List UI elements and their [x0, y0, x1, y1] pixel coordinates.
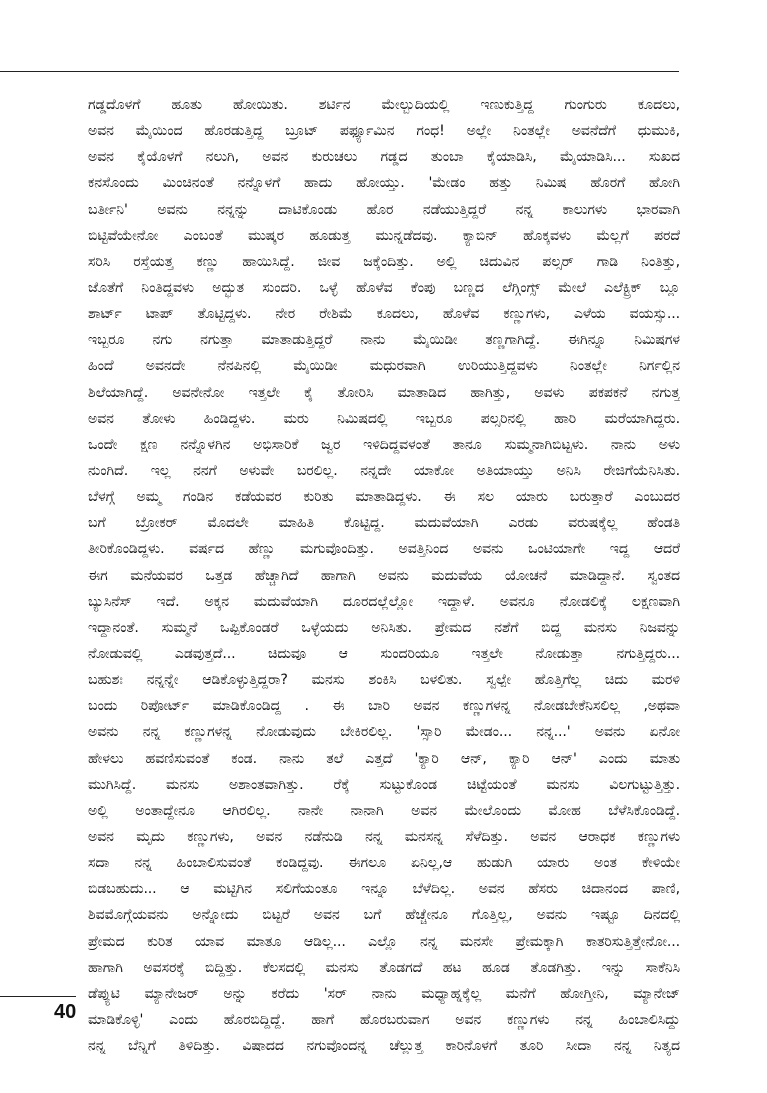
text-line: ಬಿಟ್ಟಿವೆಯೇನೋ ಎಂಬಂತೆ ಮುಷ್ಕರ ಹೂಡುತ್ತ ಮುನ್ನಡೆದವು. ಕ್ಯಾಬಿನ್ ಹೊಕ್ಕವಳು ಮೆಲ್ಲಗೆ ಪರದೆ — [88, 227, 680, 244]
text-line: ಇಬ್ಬರೂ ನಗು ನಗುತ್ತಾ ಮಾತಾಡುತ್ತಿದ್ದರೆ ನಾನು ಮೈಯಿಡೀ ತಣ್ಣಗಾಗಿದ್ದೆ. ಈಗಿನ್ನೂ ನಿಮಿಷಗಳ — [88, 332, 680, 349]
text-line: ಬಹುಶಃ ನನ್ನನ್ನೇ ಆಡಿಕೊಳ್ಳುತ್ತಿದ್ದರಾ? ಮನಸು ಶಂಕಿಸಿ ಬಳಲಿತು. ಸ್ವಲ್ಪೇ ಹೊತ್ತಿಗೆಲ್ಲ ಚಿದು ಮರಳಿ — [88, 672, 680, 689]
text-line: ಪ್ರೇಮದ ಕುರಿತ ಯಾವ ಮಾತೂ ಆಡಿಲ್ಲ... ಎಲ್ಲೊ ನನ್ನ ಮನಸೇ ಪ್ರೇಮಕ್ಕಾಗಿ ಕಾತರಿಸುತ್ತಿತ್ತೇನೋ... — [88, 933, 680, 950]
text-line: ಈಗ ಮನೆಯವರ ಒತ್ತಡ ಹೆಚ್ಚಾಗಿದೆ ಹಾಗಾಗಿ ಅವನು ಮದುವೆಯ ಯೋಚನೆ ಮಾಡಿದ್ದಾನೆ. ಸ್ವಂತದ — [88, 567, 680, 584]
text-line: ಗಡ್ಡದೊಳಗೆ ಹೂತು ಹೋಯಿತು. ಶರ್ಟಿನ ಮೇಲ್ಬುದಿಯಲ್ಲಿ ಇಣುಕುತ್ತಿದ್ದ ಗುಂಗುರು ಕೂದಲು, — [88, 97, 680, 113]
text-line: ಹಿಂದೆ ಅವನದೇ ನೆನಪಿನಲ್ಲಿ ಮೈಯಿಡೀ ಮಧುರವಾಗಿ ಉರಿಯುತ್ತಿದ್ದವಳು ನಿಂತಲ್ಲೇ ನಿರ್ಗಲ್ಲಿನ — [88, 358, 680, 375]
text-line: ಡೆಪ್ಯುಟಿ ಮ್ಯಾನೇಜರ್ ಅನ್ನು ಕರೆದು 'ಸರ್ ನಾನು ಮಧ್ಯಾಹ್ನಕ್ಕೆಲ್ಲ ಮನೆಗೆ ಹೋಗ್ತೀನಿ, ಮ್ಯಾನೇಜ್ — [88, 985, 680, 1002]
text-line: ಮುಗಿಸಿದ್ದೆ. ಮನಸು ಅಶಾಂತವಾಗಿತ್ತು. ರೆಕ್ಕೆ ಸುಟ್ಟುಕೊಂಡ ಚಿಟ್ಟೆಯಂತೆ ಮನಸು ವಿಲಗುಟ್ಟುತ್ತಿತ್ತು. — [88, 776, 680, 793]
text-line: ಹಾಗಾಗಿ ಅವಸರಕ್ಕೆ ಬಿದ್ದಿತ್ತು. ಕೆಲಸದಲ್ಲಿ ಮನಸು ತೊಡಗದೆ ಹಟ ಹೂಡ ತೊಡಗಿತ್ತು. ಇನ್ನು ಸಾಕೆನಿಸಿ — [88, 959, 680, 976]
text-line: ಅವನ ಮೃದು ಕಣ್ಣುಗಳು, ಅವನ ನಡೆನುಡಿ ನನ್ನ ಮನಸನ್ನ ಸೆಳೆದಿತ್ತು. ಅವನ ಆರಾಧಕ ಕಣ್ಣುಗಳು — [88, 828, 680, 845]
text-line: ಬಗೆ ಬ್ರೋಕರ್ ಮೊದಲೇ ಮಾಹಿತಿ ಕೊಟ್ಟಿದ್ದ. ಮದುವೆಯಾಗಿ ಎರಡು ವರುಷಕ್ಕೆಲ್ಲ ಹೆಂಡತಿ — [88, 515, 680, 532]
text-line: ಮಾಡಿಕೊಳ್ಳಿ' ಎಂದು ಹೊರಬಿದ್ದಿದ್ದೆ. ಹಾಗೆ ಹೊರಬರುವಾಗ ಅವನ ಕಣ್ಣುಗಳು ನನ್ನ ಹಿಂಬಾಲಿಸಿದ್ದು — [88, 1011, 680, 1028]
text-line: ಸರಿಸಿ ರಸ್ತೆಯತ್ತ ಕಣ್ಣು ಹಾಯಿಸಿದ್ದೆ. ಜೀವ ಜಕ್ಕೆಂದಿತ್ತು. ಅಲ್ಲಿ ಚಿದುವಿನ ಪಲ್ಸರ್ ಗಾಡಿ ನಿಂತಿತ್ತು, — [88, 253, 680, 270]
text-line: ಸದಾ ನನ್ನ ಹಿಂಬಾಲಿಸುವಂತೆ ಕಂಡಿದ್ದವು. ಈಗಲೂ ಏನಿಲ್ಲ,ಆ ಹುಡುಗಿ ಯಾರು ಅಂತ ಕೇಳಿಯೇ — [88, 855, 680, 872]
footer-rule — [0, 996, 76, 997]
text-line: ಜೊತೆಗೆ ನಿಂತಿದ್ದವಳು ಅದ್ಭುತ ಸುಂದರಿ. ಒಳ್ಳೆ ಹೊಳೆವ ಕೆಂಪು ಬಣ್ಣದ ಲೆಗ್ಗಿಂಗ್ಸ್ ಮೇಲೆ ಎಲೆಕ್ಟ್ರಿಕ್ ಬ್ಲೂ — [88, 279, 680, 296]
text-line: ಅವನು ನನ್ನ ಕಣ್ಣುಗಳನ್ನ ನೋಡುವುದು ಬೇಕಿರಲಿಲ್ಲ. 'ಸ್ಸಾರಿ ಮೇಡಂ... ನನ್ನ...' ಅವನು ಏನೋ — [88, 724, 680, 741]
text-line: ಶಾರ್ಟ್ ಟಾಪ್ ತೊಟ್ಟಿದ್ದಳು. ನೇರ ರೇಶಿಮೆ ಕೂದಲು, ಹೊಳೆವ ಕಣ್ಣುಗಳು, ಎಳೆಯ ವಯಸ್ಸು... — [88, 306, 680, 323]
text-line: ಬೆಳಗ್ಗೆ ಅಮ್ಮ ಗಂಡಿನ ಕಡೆಯವರ ಕುರಿತು ಮಾತಾಡಿದ್ದಳು. ಈ ಸಲ ಯಾರು ಬರುತ್ತಾರೆ ಎಂಬುದರ — [88, 489, 680, 506]
text-line: ಬಂದು ರಿಪೋರ್ಟ್ ಮಾಡಿಕೊಂಡಿದ್ದ . ಈ ಬಾರಿ ಅವನ ಕಣ್ಣುಗಳನ್ನ ನೋಡಬೇಕೆನಿಸಲಿಲ್ಲ ,ಅಥವಾ — [88, 698, 680, 715]
text-line: ಅವನ ಕೈಯೊಳಗೆ ನಲುಗಿ, ಅವನ ಕುರುಚಲು ಗಡ್ಡದ ತುಂಬಾ ಕೈಯಾಡಿಸಿ, ಮೈಯಾಡಿಸಿ... ಸುಖದ — [88, 149, 680, 166]
text-line: ಇದ್ದಾನಂತೆ. ಸುಮ್ಮನೆ ಒಪ್ಪಿಕೊಂಡರೆ ಒಳ್ಳೆಯದು ಅನಿಸಿತು. ಪ್ರೇಮದ ನಶೆಗೆ ಬಿದ್ದ ಮನಸು ನಿಜವನ್ನು — [88, 619, 680, 636]
text-line: ಕನಸೊಂದು ಮಿಂಚಿನಂತೆ ನನ್ನೊಳಗೆ ಹಾದು ಹೋಯ್ತು. 'ಮೇಡಂ ಹತ್ತು ನಿಮಿಷ ಹೊರಗೆ ಹೋಗಿ — [88, 175, 680, 192]
text-line: ಅವನ ತೋಳು ಹಿಂಡಿದ್ದಳು. ಮರು ನಿಮಿಷದಲ್ಲಿ ಇಬ್ಬರೂ ಪಲ್ಸರಿನಲ್ಲಿ ಹಾರಿ ಮರೆಯಾಗಿದ್ದರು. — [88, 410, 680, 427]
text-line: ಬ್ಯುಸಿನೆಸ್ ಇದೆ. ಅಕ್ಕನ ಮದುವೆಯಾಗಿ ದೂರದಲ್ಲೆಲ್ಲೋ ಇದ್ದಾಳೆ. ಅವನೂ ನೋಡಲಿಕ್ಕೆ ಲಕ್ಷಣವಾಗಿ — [88, 593, 680, 610]
page-body-text — [88, 92, 680, 1059]
text-line: ನುಂಗಿದೆ. ಇಲ್ಲ ನನಗೆ ಅಳುವೇ ಬರಲಿಲ್ಲ. ನನ್ನದೇ ಯಾಕೋ ಅತಿಯಾಯ್ತು ಅನಿಸಿ ರೇಜಿಗೆಯೆನಿಸಿತು. — [88, 462, 680, 479]
page-number: 40 — [54, 1001, 77, 1023]
text-line: ಅಲ್ಲಿ ಅಂತಾದ್ದೇನೂ ಆಗಿರಲಿಲ್ಲ. ನಾನೇ ನಾನಾಗಿ ಅವನ ಮೇಲೊಂದು ಮೋಹ ಬೆಳೆಸಿಕೊಂಡಿದ್ದೆ. — [88, 802, 680, 819]
text-line: ನೋಡುವಲ್ಲಿ ಎಡವುತ್ತದೆ... ಚಿದುವೂ ಆ ಸುಂದರಿಯೂ ಇತ್ತಲೇ ನೋಡುತ್ತಾ ನಗುತ್ತಿದ್ದರು... — [88, 645, 680, 662]
text-line: ಬಿಡಬಹುದು... ಆ ಮಟ್ಟಿಗಿನ ಸಲಿಗೆಯಂತೂ ಇನ್ನೂ ಬೆಳೆದಿಲ್ಲ. ಅವನ ಹೆಸರು ಚಿದಾನಂದ ಪಾಣಿ, — [88, 881, 680, 898]
text-line: ಒಂದೇ ಕ್ಷಣ ನನ್ನೊಳಗಿನ ಅಭಿಸಾರಿಕೆ ಜ್ವರ ಇಳಿದಿದ್ದವಳಂತೆ ತಾನೂ ಸುಮ್ಮನಾಗಿಬಿಟ್ಟಳು. ನಾನು ಅಳು — [88, 436, 680, 453]
text-line: ನನ್ನ ಬೆನ್ನಿಗೆ ತಿಳಿದಿತ್ತು. ವಿಷಾದದ ನಗುವೊಂದನ್ನ ಚೆಲ್ಲುತ್ತ ಕಾರಿನೊಳಗೆ ತೂರಿ ಸೀದಾ ನನ್ನ ನಿತ್ಯದ — [88, 1038, 680, 1055]
text-line: ಹೇಳಲು ಹವಣಿಸುವಂತೆ ಕಂಡ. ನಾನು ತಲೆ ಎತ್ತದೆ 'ಕ್ಯಾರಿ ಆನ್, ಕ್ಯಾರಿ ಆನ್' ಎಂದು ಮಾತು — [88, 750, 680, 767]
text-line: ತೀರಿಕೊಂಡಿದ್ದಳು. ವರ್ಷದ ಹೆಣ್ಣು ಮಗುವೊಂದಿತ್ತು. ಅವತ್ತಿನಿಂದ ಅವನು ಒಂಟಿಯಾಗೇ ಇದ್ದ ಆದರೆ — [88, 541, 680, 558]
text-line: ಬರ್ತೀನಿ' ಅವನು ನನ್ನನ್ನು ದಾಟಿಕೊಂಡು ಹೊರ ನಡೆಯುತ್ತಿದ್ದರೆ ನನ್ನ ಕಾಲುಗಳು ಭಾರವಾಗಿ — [88, 201, 680, 218]
text-line: ಶಿವಮೊಗ್ಗೆಯವನು ಅನ್ನೋದು ಬಿಟ್ಟರೆ ಅವನ ಬಗೆ ಹೆಚ್ಚೇನೂ ಗೊತ್ತಿಲ್ಲ, ಅವನು ಇಷ್ಟೂ ದಿನದಲ್ಲಿ — [88, 907, 680, 924]
text-line: ಅವನ ಮೈಯಿಂದ ಹೊರಡುತ್ತಿದ್ದ ಬ್ರೂಟ್ ಪರ್ಫ್ಯೂಮಿನ ಗಂಧ! ಅಲ್ಲೇ ನಿಂತಲ್ಲೇ ಅವನೆದೆಗೆ ಧುಮುಕಿ, — [88, 123, 680, 140]
header-rule — [0, 71, 679, 72]
text-line: ಶಿಲೆಯಾಗಿದ್ದೆ. ಅವನೇನೋ ಇತ್ತಲೇ ಕೈ ತೋರಿಸಿ ಮಾತಾಡಿದ ಹಾಗಿತ್ತು, ಅವಳು ಪಕಪಕನೆ ನಗುತ್ತ — [88, 384, 680, 401]
